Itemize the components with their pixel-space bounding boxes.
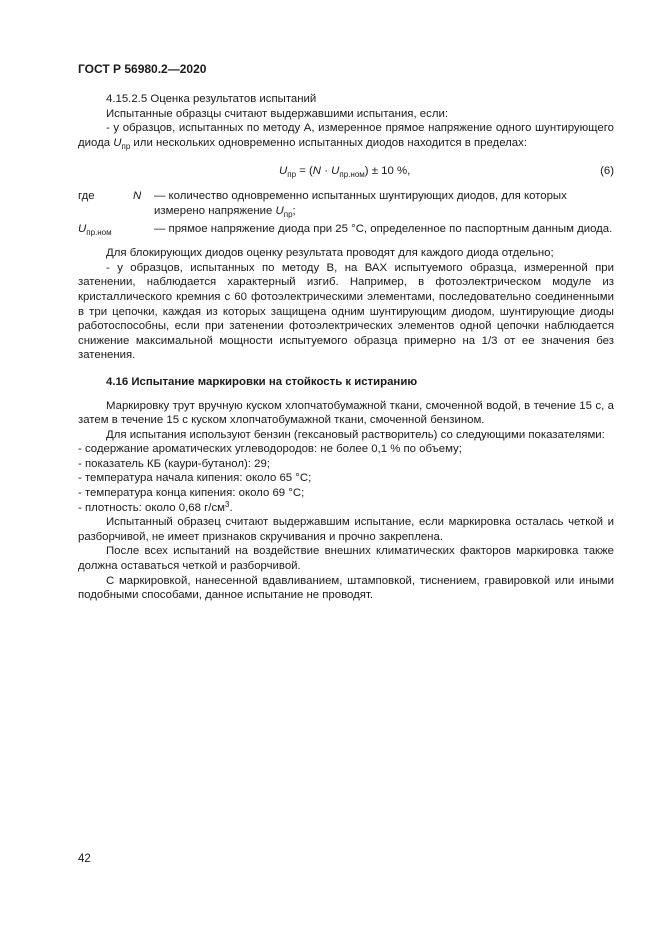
text-run: = ( [296,165,313,178]
text-run: — количество одновременно испытанных шунтирующих диодов, для которых измерено напряжение [154,190,567,217]
definition-text: — прямое напряжение диода при 25 °С, определенное по паспортным данным диода. [154,222,613,235]
text-run: · [321,165,332,178]
subscript: пр [121,141,131,151]
subscript: пр.ном [86,227,112,237]
text-run: ) ± 10 %, [364,165,411,178]
definition-symbol: N [133,190,142,203]
text-run: - у образцов, испытанных по методу А, измеренное прямое напряжение одного шунтирующего диода [78,122,614,149]
symbol-U: U [113,136,122,149]
definition-U [78,222,614,237]
list-item [78,501,614,516]
formula-expression [279,164,410,179]
paragraph: Для испытания используют бензин (гексановый растворитель) со следующими показателями: [106,428,605,441]
text-run: - плотность: около 0,68 г/см [78,501,225,514]
document-header: ГОСТ Р 56980.2—2020 [78,62,207,76]
formula-6 [78,164,614,179]
definition-list [78,189,614,236]
subscript: пр [283,209,293,219]
paragraph: Испытанный образец считают выдержавшим испытание, если маркировка осталась четкой и разборчивой, не имеет признаков скручивания и прочно закреплена. [78,516,614,543]
page-number: 42 [78,853,91,865]
symbol-U: U [331,165,340,178]
definition-symbol [78,222,112,237]
text-run: . [229,501,233,514]
paragraph: После всех испытаний на воздействие внешних климатических факторов маркировка также должна оставаться четкой и разборчивой. [78,545,614,573]
subsection-heading: 4.15.2.5 Оценка результатов испытаний [106,93,317,105]
paragraph [78,121,614,150]
list-item: - температура конца кипения: около 69 °С; [78,487,305,500]
text-run: ; [292,204,296,217]
formula-number: (6) [600,165,614,178]
superscript: 3 [225,499,230,509]
page-content [78,92,614,603]
symbol-U: U [279,165,288,178]
subscript: пр [287,170,297,180]
paragraph: Для блокирующих диодов оценку результата проводят для каждого диода отдельно; [106,247,554,260]
paragraph: С маркировкой, нанесенной вдавливанием, штамповкой, тиснением, гравировкой или иными подобными способами, данное испытание не проводят. [78,574,614,602]
subscript: пр.ном [339,170,365,180]
symbol-U: U [78,222,87,235]
section-heading: 4.16 Испытание маркировки на стойкость к истиранию [106,375,418,388]
paragraph: Маркировку трут вручную куском хлопчатобумажной ткани, смоченной водой, в течение 15 с, а затем в течение 15 с куском хлопчатобумажной ткани, смоченной бензином. [78,399,614,427]
definition-text [154,189,614,218]
where-label: где [78,190,95,203]
paragraph: Испытанные образцы считают выдержавшими испытания, если: [106,107,449,120]
list-item: - содержание ароматических углеводородов: не более 0,1 % по объему; [78,443,462,456]
paragraph: - у образцов, испытанных по методу В, на ВАХ испытуемого образца, измеренной при затенении, наблюдается характерный изгиб. Например, в фотоэлектрическом модуле из кристаллического кремния с 60 фотоэлектрическими элементами, последовательно соединенными в три цепочки, каждая из которых защищена одним шунтирующим диодом, шунтирующие диоды работоспособны, если при затенении фотоэлектрических элементов одной цепочки наблюдается снижение максимальной мощности испытуемого образца примерно на 1/3 от ее значения без затенения. [78,261,614,362]
symbol-N: N [312,165,322,178]
text-run: или нескольких одновременно испытанных диодов находится в пределах: [130,136,528,149]
definition-N [78,189,614,218]
list-item: - температура начала кипения: около 65 °С; [78,472,312,485]
list-item: - показатель КБ (каури-бутанол): 29; [78,457,270,470]
symbol-U: U [275,204,284,217]
